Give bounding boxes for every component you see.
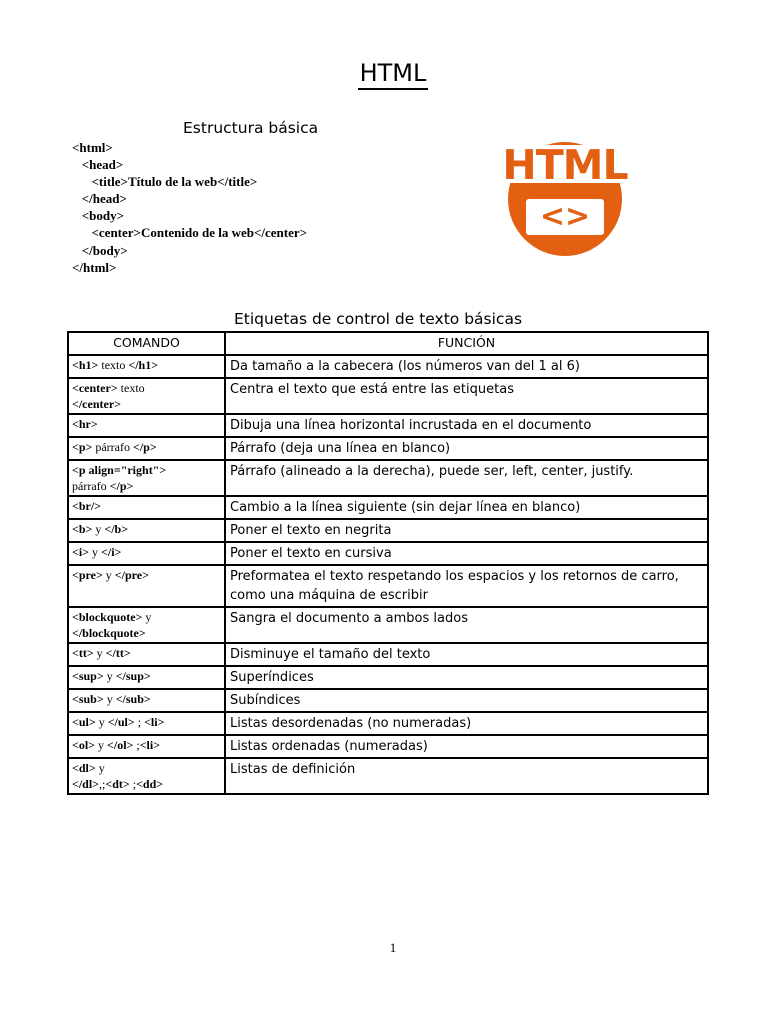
command-text: texto bbox=[98, 358, 129, 372]
table-row bbox=[68, 496, 708, 519]
table-row bbox=[68, 643, 708, 666]
header-comando: COMANDO bbox=[68, 332, 225, 355]
command-cell bbox=[68, 519, 225, 542]
command-cell bbox=[68, 643, 225, 666]
function-cell: Disminuye el tamaño del texto bbox=[225, 643, 708, 666]
function-cell: Superíndices bbox=[225, 666, 708, 689]
command-text: y bbox=[92, 522, 105, 536]
command-text: ; bbox=[133, 738, 140, 752]
command-cell bbox=[68, 355, 225, 378]
command-text: </p> bbox=[133, 440, 157, 454]
command-text: <li> bbox=[139, 738, 161, 752]
command-cell bbox=[68, 607, 225, 643]
function-cell: Centra el texto que está entre las etiquetas bbox=[225, 378, 708, 414]
table-row bbox=[68, 758, 708, 794]
table-row bbox=[68, 460, 708, 496]
table-row bbox=[68, 414, 708, 437]
command-text: </h1> bbox=[128, 358, 159, 372]
table-row bbox=[68, 666, 708, 689]
command-text: <dl> bbox=[72, 761, 96, 775]
table-row bbox=[68, 607, 708, 643]
table-row bbox=[68, 519, 708, 542]
function-cell: Dibuja una línea horizontal incrustada en el documento bbox=[225, 414, 708, 437]
function-cell: Sangra el documento a ambos lados bbox=[225, 607, 708, 643]
command-cell bbox=[68, 735, 225, 758]
table-row bbox=[68, 437, 708, 460]
command-cell bbox=[68, 666, 225, 689]
function-cell: Poner el texto en cursiva bbox=[225, 542, 708, 565]
command-text: <tt> bbox=[72, 646, 94, 660]
function-cell: Listas desordenadas (no numeradas) bbox=[225, 712, 708, 735]
command-text: y bbox=[102, 568, 115, 582]
code-line: </body> bbox=[72, 242, 128, 258]
command-text: </pre> bbox=[114, 568, 149, 582]
command-text: <dt> bbox=[105, 777, 130, 791]
command-text: </ol> bbox=[107, 738, 134, 752]
table-row bbox=[68, 565, 708, 607]
command-text: </sup> bbox=[115, 669, 151, 683]
command-cell bbox=[68, 414, 225, 437]
command-text: y bbox=[93, 646, 106, 660]
command-text: texto bbox=[117, 381, 145, 395]
command-text: ; bbox=[129, 777, 137, 791]
command-text: <li> bbox=[144, 715, 165, 729]
command-text: <hr> bbox=[72, 417, 98, 431]
function-cell: Subíndices bbox=[225, 689, 708, 712]
command-text: y bbox=[95, 761, 105, 775]
command-text: <ol> bbox=[72, 738, 96, 752]
code-line: <head> bbox=[72, 157, 124, 173]
structure-heading: Estructura básica bbox=[183, 119, 319, 137]
command-text: <blockquote> bbox=[72, 610, 143, 624]
command-text: <h1> bbox=[72, 358, 99, 372]
command-text: y bbox=[142, 610, 152, 624]
table-heading: Etiquetas de control de texto básicas bbox=[234, 310, 523, 328]
code-line: <body> bbox=[72, 208, 125, 224]
command-text: y bbox=[89, 545, 102, 559]
command-text: </i> bbox=[101, 545, 122, 559]
command-text: </p> bbox=[109, 479, 134, 493]
command-cell bbox=[68, 758, 225, 794]
svg-text:<>: <> bbox=[539, 199, 591, 234]
code-line: <title>Título de la web</title> bbox=[72, 174, 258, 190]
command-text: párrafo bbox=[92, 440, 133, 454]
command-text: <center> bbox=[72, 381, 118, 395]
command-text: y bbox=[103, 669, 116, 683]
command-text: </ul> bbox=[107, 715, 135, 729]
header-funcion: FUNCIÓN bbox=[225, 332, 708, 355]
command-cell bbox=[68, 712, 225, 735]
function-cell: Párrafo (deja una línea en blanco) bbox=[225, 437, 708, 460]
command-text: y bbox=[95, 738, 108, 752]
function-cell: Listas de definición bbox=[225, 758, 708, 794]
tags-table bbox=[67, 331, 709, 795]
function-cell: Párrafo (alineado a la derecha), puede ser, left, center, justify. bbox=[225, 460, 708, 496]
command-cell bbox=[68, 437, 225, 460]
command-text: y bbox=[103, 692, 116, 706]
document-title: HTML bbox=[0, 58, 768, 90]
table-row bbox=[68, 735, 708, 758]
command-text: párrafo bbox=[72, 479, 110, 493]
function-cell: Listas ordenadas (numeradas) bbox=[225, 735, 708, 758]
function-cell: Preformatea el texto respetando los espacios y los retornos de carro, como una máquina de escribir bbox=[225, 565, 708, 607]
table-row bbox=[68, 378, 708, 414]
command-text: </center> bbox=[72, 397, 121, 411]
command-cell bbox=[68, 542, 225, 565]
html-logo-icon bbox=[482, 139, 648, 257]
command-text: <b> bbox=[72, 522, 93, 536]
command-text: </dl> bbox=[72, 777, 100, 791]
command-cell bbox=[68, 378, 225, 414]
command-text: </b> bbox=[104, 522, 129, 536]
command-cell bbox=[68, 460, 225, 496]
command-text: <dd> bbox=[136, 777, 164, 791]
command-text: <p> bbox=[72, 440, 93, 454]
command-text: ; bbox=[134, 715, 145, 729]
table-header-row bbox=[68, 332, 708, 355]
function-cell: Da tamaño a la cabecera (los números van del 1 al 6) bbox=[225, 355, 708, 378]
command-text: <i> bbox=[72, 545, 90, 559]
table-row bbox=[68, 712, 708, 735]
command-text: </blockquote> bbox=[72, 626, 146, 640]
page-number: 1 bbox=[389, 940, 397, 955]
command-text: <pre> bbox=[72, 568, 103, 582]
command-text: ,; bbox=[99, 777, 106, 791]
function-cell: Poner el texto en negrita bbox=[225, 519, 708, 542]
command-text: </tt> bbox=[105, 646, 131, 660]
command-text: <p align="right"> bbox=[72, 463, 167, 477]
command-cell bbox=[68, 689, 225, 712]
command-text: <br/> bbox=[72, 499, 102, 513]
table-row bbox=[68, 689, 708, 712]
command-cell bbox=[68, 565, 225, 607]
code-line: <html> bbox=[72, 140, 113, 155]
code-line: <center>Contenido de la web</center> bbox=[72, 225, 308, 241]
table-row bbox=[68, 355, 708, 378]
command-cell bbox=[68, 496, 225, 519]
svg-text:HTML: HTML bbox=[502, 141, 628, 189]
code-line: </head> bbox=[72, 191, 127, 207]
command-text: <sup> bbox=[72, 669, 104, 683]
code-example bbox=[72, 139, 307, 276]
command-text: y bbox=[95, 715, 108, 729]
table-row bbox=[68, 542, 708, 565]
function-cell: Cambio a la línea siguiente (sin dejar línea en blanco) bbox=[225, 496, 708, 519]
command-text: <ul> bbox=[72, 715, 96, 729]
command-text: </sub> bbox=[115, 692, 151, 706]
command-text: <sub> bbox=[72, 692, 104, 706]
code-line: </html> bbox=[72, 259, 117, 275]
